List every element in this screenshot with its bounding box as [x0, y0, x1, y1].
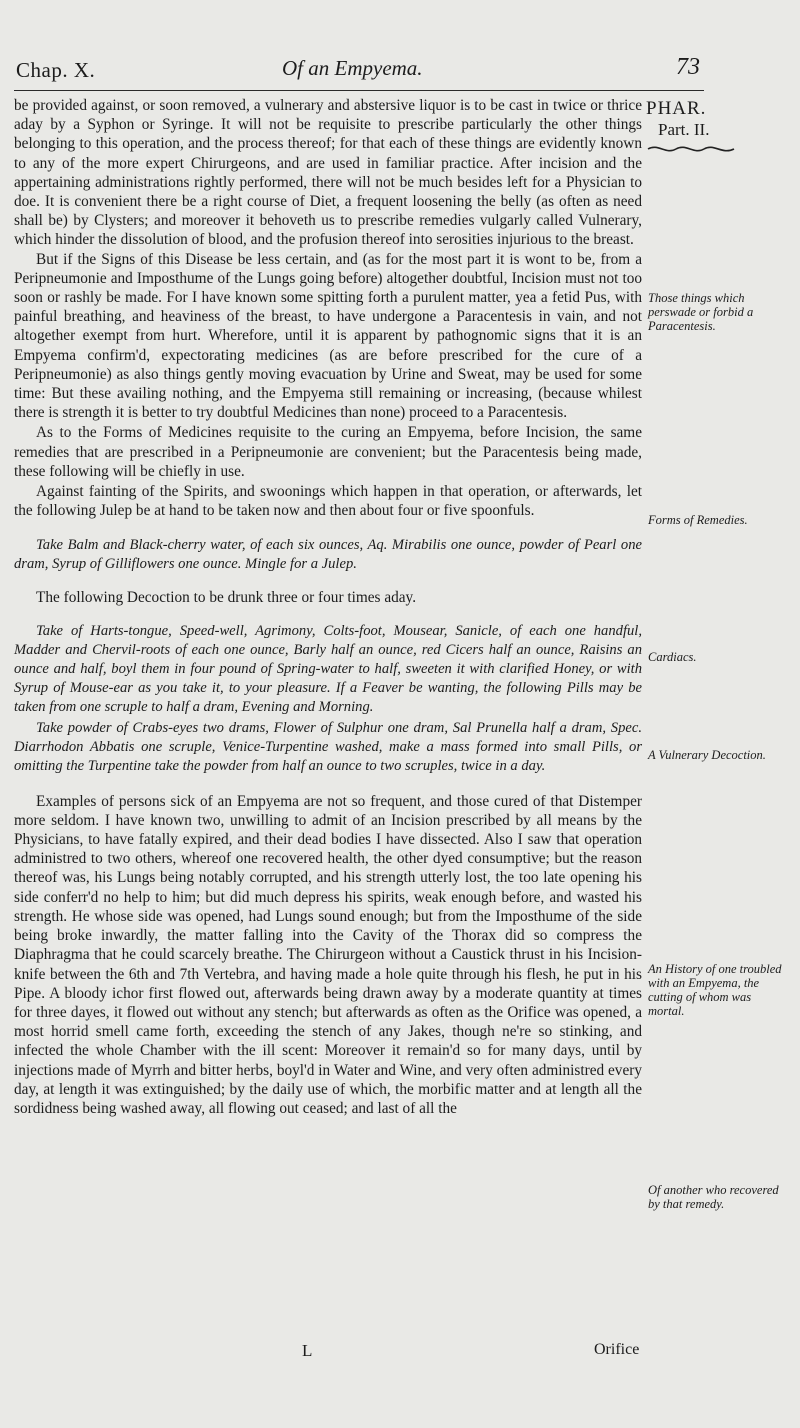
chapter-label: Chap. X.	[16, 58, 96, 82]
catchword: Orifice	[594, 1341, 640, 1358]
margin-note-persuade: Those things which perswade or forbid a Paracentesis.	[648, 291, 754, 333]
recipe-julep: Take Balm and Black-cherry water, of each six ounces, Aq. Mirabilis one ounce, powder of Pearl one dram, Syrup of Gilliflowers one ounce. Mingle for a Julep.	[14, 537, 642, 573]
paragraph-forms: As to the Forms of Medicines requisite to the curing an Empyema, before Incision, the same remedies that are prescribed in a Peripneumonie are convenient; but the Paracentesis being made, these following will be chiefly in use.	[14, 424, 642, 480]
running-title: Of an Empyema.	[282, 56, 423, 80]
margin-note-cardiacs: Cardiacs.	[648, 650, 697, 664]
paragraph-history: Examples of persons sick of an Empyema are not so frequent, and those cured of that Distemper more seldom. I have known two, unwilling to admit of an Incision prescribed by all means by the Physicians, to have fatally expired, and their dead bodies I have dissected. Also I saw that operation administred to two others, whereof one recovered health, the other dyed consumptive; but the reason thereof was, his Lungs being notably corrupted, and his strength utterly lost, the too late opening his side conferr'd no help to him; but did much depress his spirits, weak enough before, and wasted his strength. He whose side was opened, had Lungs sound enough; but from the Imposthume of the side being broke inwardly, the matter falling into the Cavity of the Thorax did so compress the Diaphragma that he could scarcely breathe. The Chirurgeon without a Caustick thrust in his Incision-knife between the 6th and 7th Vertebra, and having made a hole quite through his flesh, he put in his Pipe. A bloody ichor first flowed out, afterwards being drawn away by a moderate quantity at times for three dayes, it flowed out without any stench; but afterwards as often as the Orifice was opened, a most horrid smell came forth, exceeding the stench of any Jakes, though ne're so stinking, and infected the whole Chamber with the ill scent: Moreover it remain'd so for many days, until by injections made of Myrrh and bitter herbs, boyl'd in Water and Wine, and very often administred every day, at length it was extinguished; by the daily use of which, the morbific matter and at length all the sordidness being washed away, all flowing out ceased; and last of all the	[14, 792, 642, 1117]
running-header	[14, 54, 704, 91]
paragraph-signs: But if the Signs of this Disease be less certain, and (as for the most part it is wont to be, from a Peripneumonie and Imposthume of the Lungs going before) altogether doubtful, Incision must not too soon or rashly be made. For I have known some spitting forth a purulent matter, yea a fetid Pus, with painful breathing, and heaviness of the breast, to have undergone a Paracentesis in vain, and not altogether exempt from hurt. Wherefore, until it is apparent by pathognomic signs that it is an Empyema confirm'd, expectorating medicines (as are before prescribed for the cure of a Peripneumonie) as also things gently moving evacuation by Urine and Sweat, may be used for some time: But these availing nothing, and the Empyema still remaining or increasing, (because whilest there is strength it is better to try doubtful Medicines than none) proceed to a Paracentesis.	[14, 250, 642, 422]
decoction-intro: The following Decoction to be drunk three or four times aday.	[36, 589, 417, 607]
margin-note-forms: Forms of Remedies.	[648, 513, 748, 527]
recipe-pills: Take powder of Crabs-eyes two drams, Flower of Sulphur one dram, Sal Prunella half a dram, Spec. Diarrhodon Abbatis one scruple, Venice-Turpentine washed, make a mass formed into small Pills, or omitting the Turpentine take the powder from half an ounce to two scruples, twice in a day.	[14, 719, 642, 774]
page-number: 73	[676, 54, 700, 80]
recipe-decoction: Take of Harts-tongue, Speed-well, Agrimony, Colts-foot, Mousear, Sanicle, of each one handful, Madder and Chervil-roots of each one ounce, Barly half an ounce, red Cicers half an ounce, Raisins an ounce and half, boyl them in four pound of Spring-water to half, sweeten it with clarified Honey, or with Syrup of Mouse-ear as you take it, to your pleasure. If a Feaver be wanting, the following Pills may be taken from one scruple to half a dram, Evening and Morning.	[14, 622, 642, 715]
side-header	[646, 98, 786, 161]
book-label: PHAR.	[646, 98, 707, 119]
margin-note-vulnerary: A Vulnerary Decoction.	[648, 748, 766, 762]
margin-note-history: An History of one troubled with an Empyema, the cutting of whom was mortal.	[648, 962, 782, 1018]
paragraph-fainting: Against fainting of the Spirits, and swoonings which happen in that operation, or afterwards, let the following Julep be at hand to be taken now and then about four or five spoonfuls.	[14, 483, 642, 520]
signature-mark: L	[302, 1341, 313, 1360]
paragraph-continuation: be provided against, or soon removed, a vulnerary and abstersive liquor is to be cast in twice or thrice aday by a Syphon or Syringe. It will not be requisite to prescribe particularly the other things belonging to this operation, and the process thereof; for that each of these things are evidently known to any of the more expert Chirurgeons, and are used in familiar practice. After incision and the appertaining administrations rightly performed, there will not be much besides left for a Physician to doe. It is convenient there be a right course of Diet, a frequent loosening the belly (as often as need shall be) by Clysters; and moreover it behoveth us to prescribe remedies vulgarly called Vulnerary, which hinder the dissolution of blood, and the profusion thereof into serosities injurious to the breast.	[14, 97, 642, 249]
main-text	[14, 96, 642, 1118]
part-label: Part. II.	[658, 120, 710, 139]
margin-note-another: Of another who recovered by that remedy.	[648, 1183, 779, 1211]
ornament-swash-icon	[646, 142, 736, 156]
